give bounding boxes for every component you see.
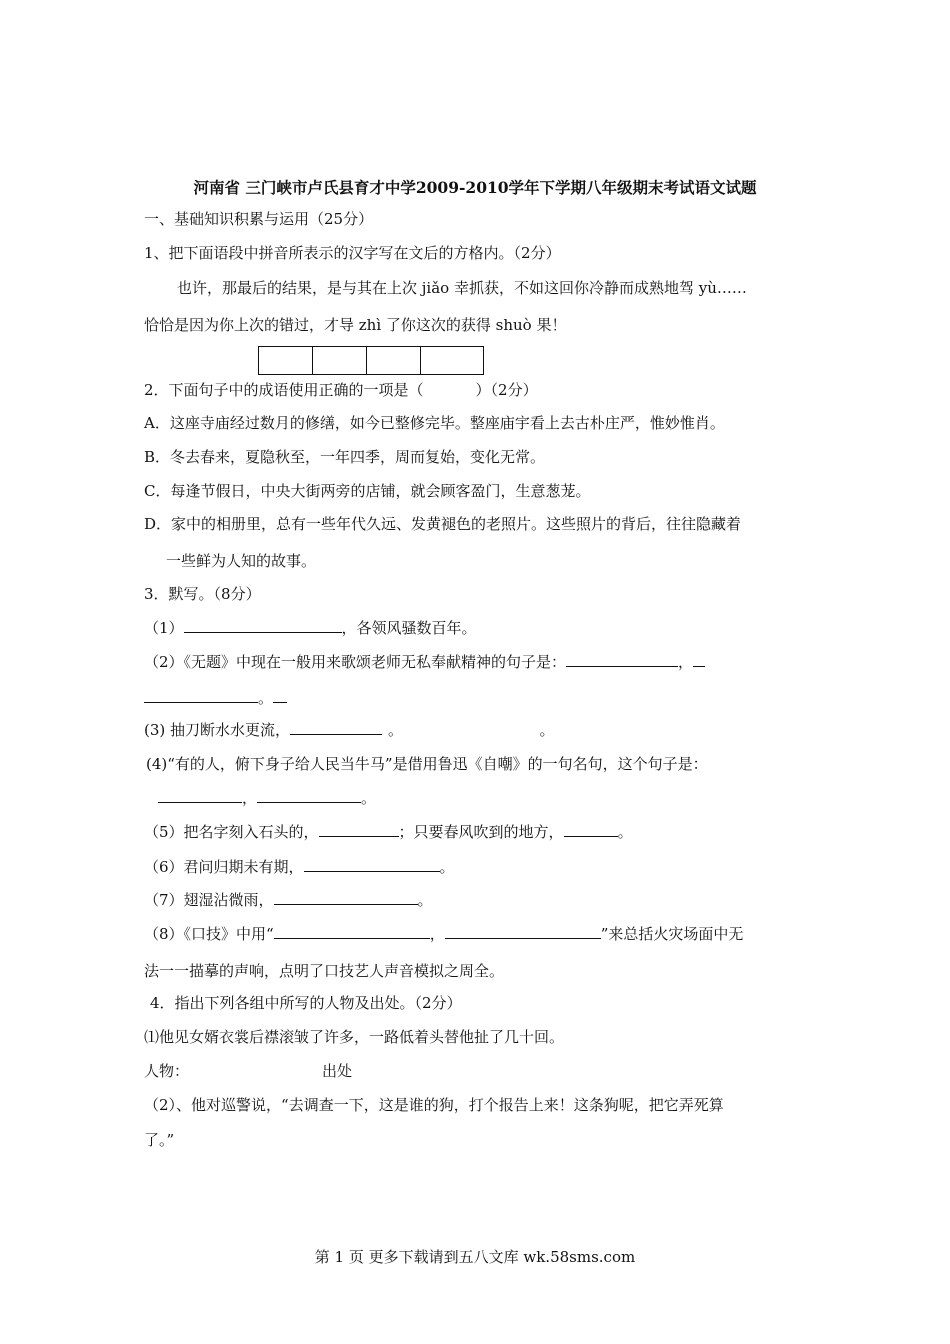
question-2-option-c: C．每逢节假日，中央大街两旁的店铺，就会顾客盈门，生意葱茏。 bbox=[144, 482, 591, 500]
item-text: （6）君问归期未有期， bbox=[144, 858, 304, 876]
punctuation: ， bbox=[242, 789, 258, 807]
question-2-stem-text: 2．下面句子中的成语使用正确的一项是（ bbox=[144, 381, 424, 399]
person-label: 人物： bbox=[144, 1062, 190, 1080]
question-4-item-2-line-2: 了。” bbox=[144, 1131, 175, 1149]
item-text: (3) 抽刀断水水更流， bbox=[144, 721, 291, 739]
document-title: 河南省 三门峡市卢氏县育才中学2009-2010学年下学期八年级期末考试语文试题 bbox=[193, 178, 757, 197]
item-text: ；只要春风吹到的地方， bbox=[398, 823, 564, 841]
fill-blank[interactable] bbox=[274, 889, 418, 905]
fill-blank[interactable] bbox=[274, 923, 430, 939]
question-2-option-d-line-2: 一些鲜为人知的故事。 bbox=[166, 552, 317, 570]
question-3-item-3 bbox=[144, 719, 555, 741]
section-heading: 一、基础知识积累与运用（25分） bbox=[144, 210, 374, 228]
fill-blank[interactable] bbox=[257, 787, 361, 803]
punctuation: 。 bbox=[617, 823, 633, 841]
fill-blank[interactable] bbox=[445, 923, 601, 939]
punctuation: 。 bbox=[258, 689, 274, 707]
fill-blank[interactable] bbox=[144, 687, 258, 703]
answer-box[interactable] bbox=[258, 346, 313, 375]
answer-blank[interactable] bbox=[424, 380, 476, 395]
question-1-paragraph-line-1: 也许，那最后的结果，是与其在上次 jiǎo 幸抓获，不如这回你冷静而成熟地驾 yù…… bbox=[177, 279, 747, 297]
question-2-stem bbox=[144, 379, 538, 401]
question-4-item-2-line-1: （2）、他对巡警说，“去调查一下，这是谁的狗，打个报告上来！这条狗呢，把它弄死算 bbox=[144, 1096, 724, 1114]
item-text: （8）《口技》中用“ bbox=[144, 925, 274, 943]
question-3-item-4-answer bbox=[158, 787, 376, 809]
question-2-option-d-line-1: D．家中的相册里，总有一些年代久远、发黄褪色的老照片。这些照片的背后，往往隐藏着 bbox=[144, 515, 742, 533]
question-4-stem: 4．指出下列各组中所写的人物及出处。（2分） bbox=[150, 994, 462, 1012]
item-text: ”来总括火灾场面中无 bbox=[600, 925, 744, 943]
question-2-score: ）（2分） bbox=[475, 381, 538, 399]
fill-blank[interactable] bbox=[566, 651, 678, 667]
fill-blank[interactable] bbox=[184, 617, 342, 633]
fill-blank[interactable] bbox=[304, 856, 440, 872]
question-2-option-b: B．冬去春来，夏隐秋至，一年四季，周而复始，变化无常。 bbox=[144, 448, 546, 466]
answer-box[interactable] bbox=[420, 346, 484, 375]
question-4-item-1: ⑴他见女婿衣裳后襟滚皱了许多，一路低着头替他扯了几十回。 bbox=[144, 1028, 565, 1046]
question-3-item-8-line-2: 法一一描摹的声响，点明了口技艺人声音模拟之周全。 bbox=[144, 962, 505, 980]
question-2-option-a: A．这座寺庙经过数月的修缮，如今已整修完毕。整座庙宇看上去古朴庄严，惟妙惟肖。 bbox=[144, 414, 725, 432]
source-label: 出处 bbox=[322, 1062, 353, 1080]
fill-blank[interactable] bbox=[564, 821, 618, 837]
question-3-item-2 bbox=[144, 651, 705, 673]
punctuation: 。 bbox=[417, 891, 433, 909]
punctuation: ， bbox=[678, 653, 694, 671]
answer-box-row bbox=[258, 346, 484, 375]
punctuation: 。 bbox=[361, 789, 377, 807]
fill-blank[interactable] bbox=[158, 787, 242, 803]
punctuation: 。 bbox=[439, 858, 455, 876]
question-1-stem: 1、把下面语段中拼音所表示的汉字写在文后的方格内。（2分） bbox=[144, 244, 561, 262]
question-3-item-5 bbox=[144, 821, 633, 843]
question-3-item-2-continued bbox=[144, 687, 287, 709]
item-text: （2）《无题》中现在一般用来歌颂老师无私奉献精神的句子是： bbox=[144, 653, 567, 671]
question-3-item-7 bbox=[144, 889, 433, 911]
question-3-item-6 bbox=[144, 856, 455, 878]
question-3-item-8 bbox=[144, 923, 743, 945]
question-3-item-4: (4)“有的人，俯下身子给人民当牛马”是借用鲁迅《自嘲》的一句名句，这个句子是： bbox=[146, 755, 708, 773]
answer-box[interactable] bbox=[312, 346, 367, 375]
answer-box[interactable] bbox=[366, 346, 421, 375]
question-3-item-1 bbox=[144, 617, 477, 639]
fill-blank[interactable] bbox=[319, 821, 399, 837]
item-text: ，各领风骚数百年。 bbox=[341, 619, 477, 637]
punctuation: 。 bbox=[539, 721, 555, 739]
question-1-paragraph-line-2: 恰恰是因为你上次的错过，才导 zhì 了你这次的获得 shuò 果！ bbox=[144, 316, 567, 334]
item-label: （1） bbox=[144, 619, 184, 637]
fill-blank[interactable] bbox=[693, 651, 705, 667]
question-3-stem: 3．默写。（8分） bbox=[144, 585, 261, 603]
question-4-answer-row bbox=[144, 1060, 352, 1082]
item-text: （7）翅湿沾微雨， bbox=[144, 891, 274, 909]
fill-blank[interactable] bbox=[290, 719, 382, 735]
fill-blank[interactable] bbox=[273, 687, 287, 703]
punctuation: 。 bbox=[388, 721, 396, 739]
page-footer: 第 1 页 更多下载请到五八文库 wk.58sms.com bbox=[314, 1248, 636, 1266]
punctuation: ， bbox=[429, 925, 445, 943]
item-text: （5）把名字刻入石头的， bbox=[144, 823, 319, 841]
